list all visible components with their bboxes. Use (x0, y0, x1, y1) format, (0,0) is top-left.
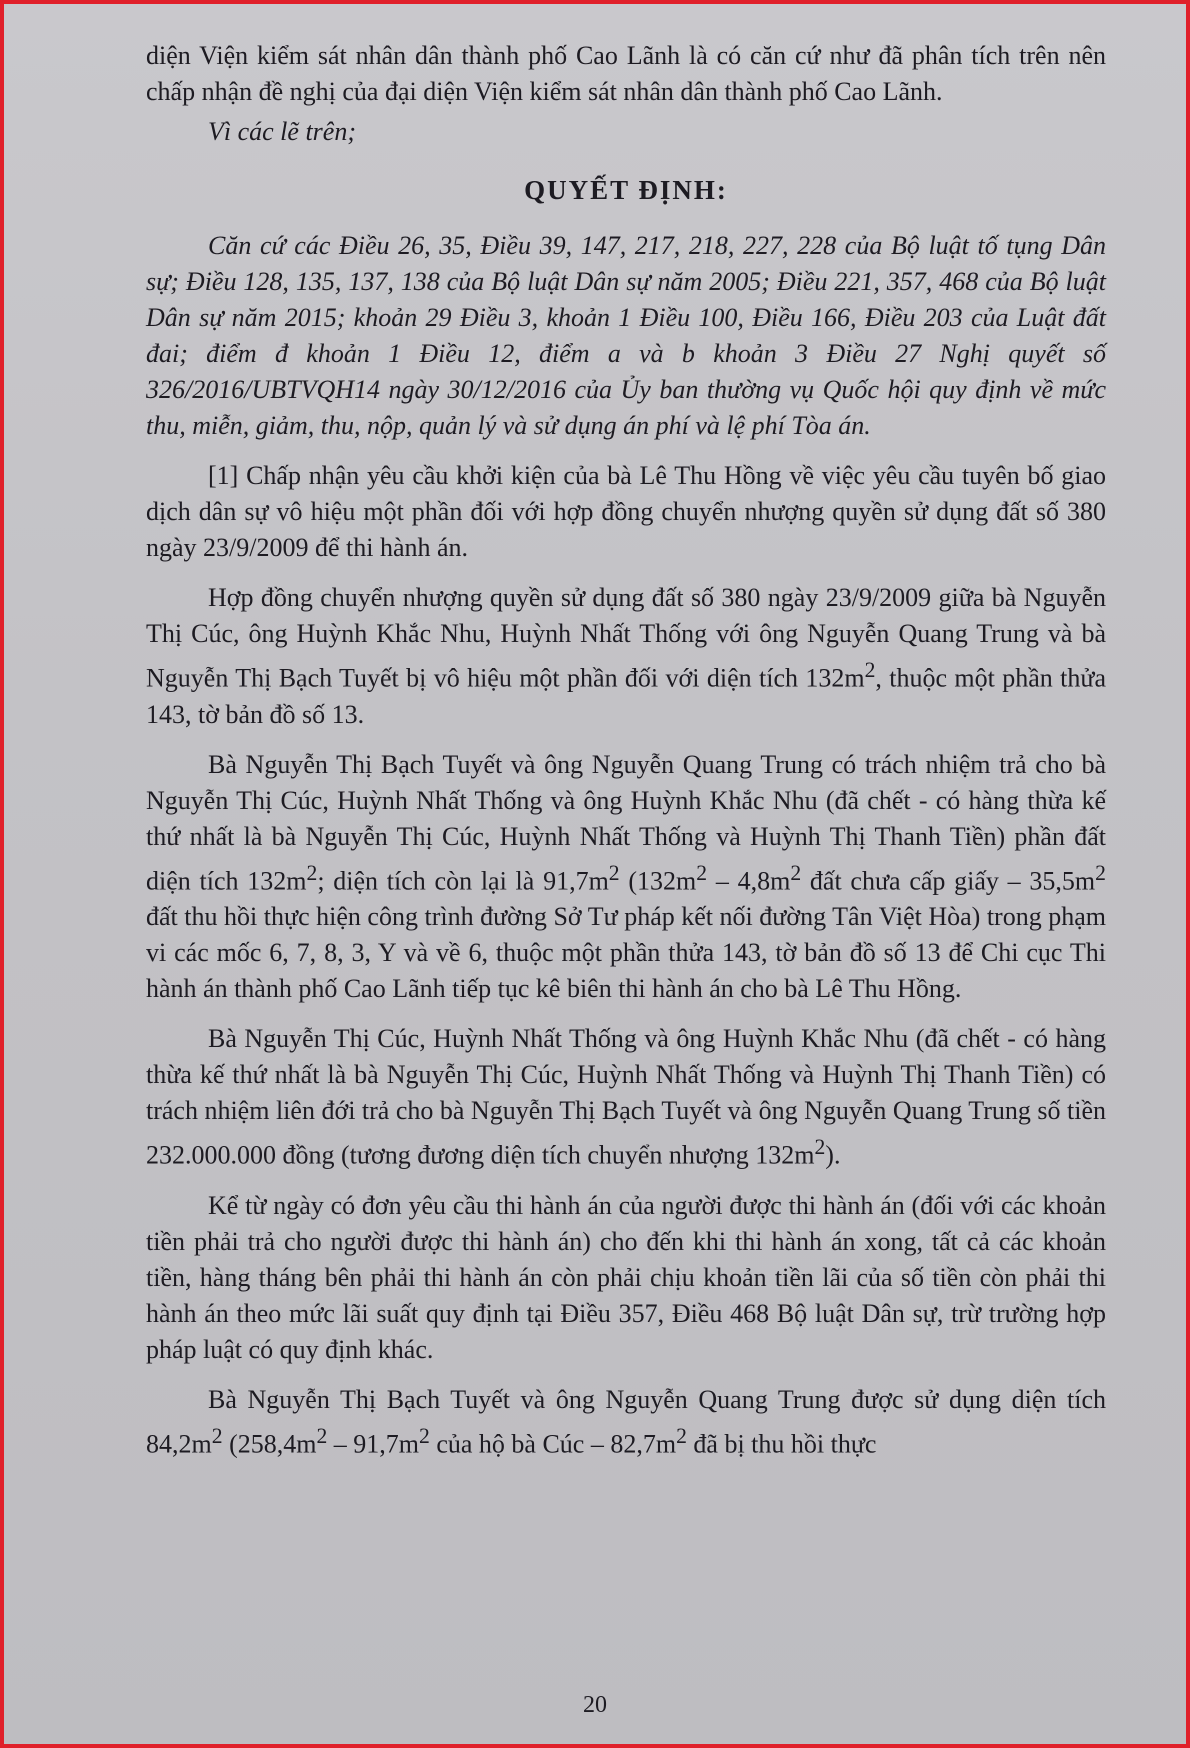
land-use-paragraph (146, 1382, 1106, 1463)
reasons-line: Vì các lẽ trên; (208, 117, 356, 146)
superscript: 2 (211, 1423, 223, 1448)
contract-paragraph (146, 580, 1106, 733)
document-page (8, 8, 1182, 1740)
use-text-4: của hộ bà Cúc – 82,7m (429, 1429, 677, 1459)
payment-text: Bà Nguyễn Thị Cúc, Huỳnh Nhất Thống và ông Huỳnh Khắc Nhu (đã chết - có hàng thừa kế thứ nhất là bà Nguyễn Thị Cúc, Huỳnh Nhất Thống và Huỳnh Thị Thanh Tiền) có trách nhiệm liên đới trả cho bà Nguyễn Thị Bạch Tuyết và ông Nguyễn Quang Trung số tiền 232.000.000 đồng (tương đương diện tích chuyển nhượng 132m (146, 1024, 1106, 1170)
superscript: 2 (790, 860, 802, 885)
superscript: 2 (306, 860, 318, 885)
superscript: 2 (608, 860, 620, 885)
intro-paragraph: diện Viện kiểm sát nhân dân thành phố Cao Lãnh là có căn cứ như đã phân tích trên nên chấp nhận đề nghị của đại diện Viện kiểm sát nhân dân thành phố Cao Lãnh. (146, 41, 1106, 106)
item-1-paragraph: [1] Chấp nhận yêu cầu khởi kiện của bà Lê Thu Hồng về việc yêu cầu tuyên bố giao dịch dân sự vô hiệu một phần đối với hợp đồng chuyển nhượng quyền sử dụng đất số 380 ngày 23/9/2009 để thi hành án. (146, 461, 1106, 562)
superscript: 2 (814, 1135, 826, 1160)
decision-heading: QUYẾT ĐỊNH: (524, 175, 728, 205)
return-text-4: – 4,8m (707, 866, 791, 896)
legal-basis-paragraph: Căn cứ các Điều 26, 35, Điều 39, 147, 217, 218, 227, 228 của Bộ luật tố tụng Dân sự; Điều 128, 135, 137, 138 của Bộ luật Dân sự năm 2005; Điều 221, 357, 468 của Bộ luật Dân sự năm 2015; khoản 29 Điều 3, khoản 1 Điều 100, Điều 166, Điều 203 của Luật đất đai; điểm đ khoản 1 Điều 12, điểm a và b khoản 3 Điều 27 Nghị quyết số 326/2016/UBTVQH14 ngày 30/12/2016 của Ủy ban thường vụ Quốc hội quy định về mức thu, miễn, giảm, thu, nộp, quản lý và sử dụng án phí và lệ phí Tòa án. (146, 231, 1106, 440)
contract-text: Hợp đồng chuyển nhượng quyền sử dụng đất số 380 ngày 23/9/2009 giữa bà Nguyễn Thị Cúc, ông Huỳnh Khắc Nhu, Huỳnh Nhất Thống với ông Nguyễn Quang Trung và bà Nguyễn Thị Bạch Tuyết bị vô hiệu một phần đối với diện tích 132m (146, 583, 1106, 693)
superscript: 2 (864, 658, 876, 682)
document-body (146, 38, 1106, 1463)
contract-text-end: , thuộc một phần thửa 143, tờ bản đồ số 13. (146, 663, 1107, 729)
return-text-2: ; diện tích còn lại là 91,7m (317, 866, 609, 896)
use-text-2: (258,4m (222, 1429, 317, 1459)
payment-paragraph (146, 1021, 1106, 1174)
superscript: 2 (696, 860, 708, 885)
return-text-6: đất thu hồi thực hiện công trình đường Sở Tư pháp kết nối đường Tân Việt Hòa) trong phạm vi các mốc 6, 7, 8, 3, Y và về 6, thuộc một phần thửa 143, tờ bản đồ số 13 để Chi cục Thi hành án thành phố Cao Lãnh tiếp tục kê biên thi hành án cho bà Lê Thu Hồng. (146, 902, 1106, 1004)
page-number: 20 (583, 1692, 607, 1718)
return-text-5: đất chưa cấp giấy – 35,5m (801, 866, 1096, 896)
superscript: 2 (316, 1423, 328, 1448)
superscript: 2 (676, 1423, 687, 1448)
use-text-3: – 91,7m (327, 1429, 420, 1459)
use-text-5: đã bị thu hồi thực (686, 1429, 877, 1459)
interest-paragraph: Kể từ ngày có đơn yêu cầu thi hành án của người được thi hành án (đối với các khoản tiền phải trả cho người được thi hành án) cho đến khi thi hành án xong, tất cả các khoản tiền, hàng tháng bên phải thi hành án còn phải chịu khoản tiền lãi của số tiền còn phải thi hành án theo mức lãi suất quy định tại Điều 357, Điều 468 Bộ luật Dân sự, trừ trường hợp pháp luật có quy định khác. (146, 1190, 1106, 1364)
use-text-1: Bà Nguyễn Thị Bạch Tuyết và ông Nguyễn Quang Trung được sử dụng diện tích 84,2m (146, 1384, 1106, 1459)
superscript: 2 (419, 1423, 430, 1448)
return-land-paragraph (146, 747, 1106, 1008)
payment-text-end: ). (825, 1140, 841, 1170)
return-text-1: Bà Nguyễn Thị Bạch Tuyết và ông Nguyễn Quang Trung có trách nhiệm trả cho bà Nguyễn Thị Cúc, Huỳnh Nhất Thống và ông Huỳnh Khắc Nhu (đã chết - có hàng thừa kế thứ nhất là bà Nguyễn Thị Cúc, Huỳnh Nhất Thống và Huỳnh Thị Thanh Tiền) phần đất diện tích 132m (146, 749, 1106, 896)
superscript: 2 (1095, 860, 1106, 885)
return-text-3: (132m (619, 866, 697, 896)
